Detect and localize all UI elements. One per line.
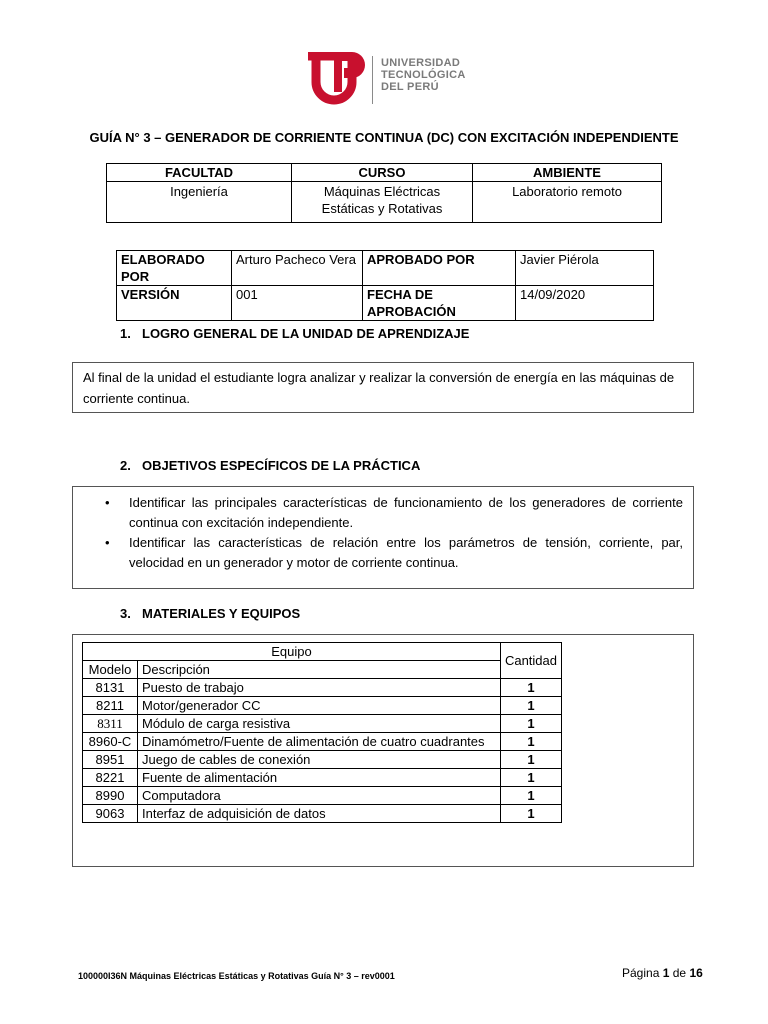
modelo-cell: 8990 xyxy=(83,787,138,805)
descripcion-cell: Módulo de carga resistiva xyxy=(138,715,501,733)
cantidad-cell: 1 xyxy=(500,787,561,805)
page-total: 16 xyxy=(689,966,703,980)
table-row xyxy=(83,751,562,769)
descripcion-cell: Juego de cables de conexión xyxy=(138,751,501,769)
version-value: 001 xyxy=(232,286,363,321)
logo-line-2: TECNOLÓGICA xyxy=(381,69,466,81)
cantidad-cell: 1 xyxy=(500,733,561,751)
page-label: Página xyxy=(622,966,660,980)
cantidad-cell: 1 xyxy=(500,751,561,769)
header-curso: CURSO xyxy=(292,164,473,182)
university-name xyxy=(381,57,466,93)
bullet-icon: • xyxy=(105,495,110,510)
objectives-box xyxy=(72,486,694,589)
section-2-number: 2. xyxy=(120,458,131,473)
page-current: 1 xyxy=(662,966,670,980)
modelo-cell: 8951 xyxy=(83,751,138,769)
document-title: GUÍA N° 3 – GENERADOR DE CORRIENTE CONTINUA (DC) CON EXCITACIÓN INDEPENDIENTE xyxy=(89,130,679,145)
aprobado-label: APROBADO POR xyxy=(363,251,516,286)
cantidad-header: Cantidad xyxy=(500,643,561,679)
footer-course-code: 100000I36N Máquinas Eléctricas Estáticas y Rotativas Guía N° 3 – rev0001 xyxy=(78,971,395,981)
table-row xyxy=(83,697,562,715)
table-row xyxy=(83,769,562,787)
cantidad-cell: 1 xyxy=(500,769,561,787)
modelo-cell: 8131 xyxy=(83,679,138,697)
logo-line-1: UNIVERSIDAD xyxy=(381,57,461,69)
table-row xyxy=(83,715,562,733)
document-meta-table xyxy=(116,250,654,321)
descripcion-cell: Puesto de trabajo xyxy=(138,679,501,697)
cantidad-cell: 1 xyxy=(500,715,561,733)
table-row xyxy=(83,787,562,805)
objective-text-1: Identificar las principales características de funcionamiento de los generadores de corriente continua con excitación independiente. xyxy=(129,495,683,530)
cantidad-cell: 1 xyxy=(500,805,561,823)
objective-text-2: Identificar las características de relación entre los parámetros de tensión, corriente, par, velocidad en un generador y motor de corriente continua. xyxy=(129,535,683,570)
descripcion-cell: Fuente de alimentación xyxy=(138,769,501,787)
logo-divider xyxy=(372,56,373,104)
section-1-heading: LOGRO GENERAL DE LA UNIDAD DE APRENDIZAJE xyxy=(142,326,470,341)
fecha-label: FECHA DE APROBACIÓN xyxy=(363,286,516,321)
section-3-heading: MATERIALES Y EQUIPOS xyxy=(142,606,301,621)
equipo-header: Equipo xyxy=(83,643,501,661)
modelo-cell: 9063 xyxy=(83,805,138,823)
descripcion-cell: Motor/generador CC xyxy=(138,697,501,715)
section-1-number: 1. xyxy=(120,326,131,341)
elaborado-value: Arturo Pacheco Vera xyxy=(232,251,363,286)
header-ambiente: AMBIENTE xyxy=(473,164,662,182)
header-facultad: FACULTAD xyxy=(107,164,292,182)
descripcion-header: Descripción xyxy=(138,661,501,679)
value-ambiente: Laboratorio remoto xyxy=(473,182,662,223)
page-indicator xyxy=(622,966,703,980)
elaborado-label: ELABORADO POR xyxy=(117,251,232,286)
table-row xyxy=(83,733,562,751)
page-of: de xyxy=(672,966,687,980)
descripcion-cell: Interfaz de adquisición de datos xyxy=(138,805,501,823)
value-curso: Máquinas Eléctricas Estáticas y Rotativas xyxy=(292,182,473,223)
objectives-list xyxy=(105,493,683,573)
cantidad-cell: 1 xyxy=(500,697,561,715)
logro-box: Al final de la unidad el estudiante logra analizar y realizar la conversión de energía en las máquinas de corriente continua. xyxy=(72,362,694,413)
descripcion-cell: Computadora xyxy=(138,787,501,805)
objective-item xyxy=(105,493,683,533)
equipment-table xyxy=(82,642,562,823)
modelo-cell: 8221 xyxy=(83,769,138,787)
descripcion-cell: Dinamómetro/Fuente de alimentación de cuatro cuadrantes xyxy=(138,733,501,751)
table-row xyxy=(83,679,562,697)
section-2-heading: OBJETIVOS ESPECÍFICOS DE LA PRÁCTICA xyxy=(142,458,421,473)
course-info-table xyxy=(106,163,662,223)
modelo-cell: 8960-C xyxy=(83,733,138,751)
value-facultad: Ingeniería xyxy=(107,182,292,223)
fecha-value: 14/09/2020 xyxy=(516,286,654,321)
logo-line-3: DEL PERÚ xyxy=(381,81,439,93)
table-row xyxy=(83,805,562,823)
modelo-cell: 8311 xyxy=(83,715,138,733)
cantidad-cell: 1 xyxy=(500,679,561,697)
utp-logo xyxy=(304,52,374,108)
aprobado-value: Javier Piérola xyxy=(516,251,654,286)
section-3-number: 3. xyxy=(120,606,131,621)
modelo-cell: 8211 xyxy=(83,697,138,715)
version-label: VERSIÓN xyxy=(117,286,232,321)
bullet-icon: • xyxy=(105,535,110,550)
modelo-header: Modelo xyxy=(83,661,138,679)
objective-item xyxy=(105,533,683,573)
